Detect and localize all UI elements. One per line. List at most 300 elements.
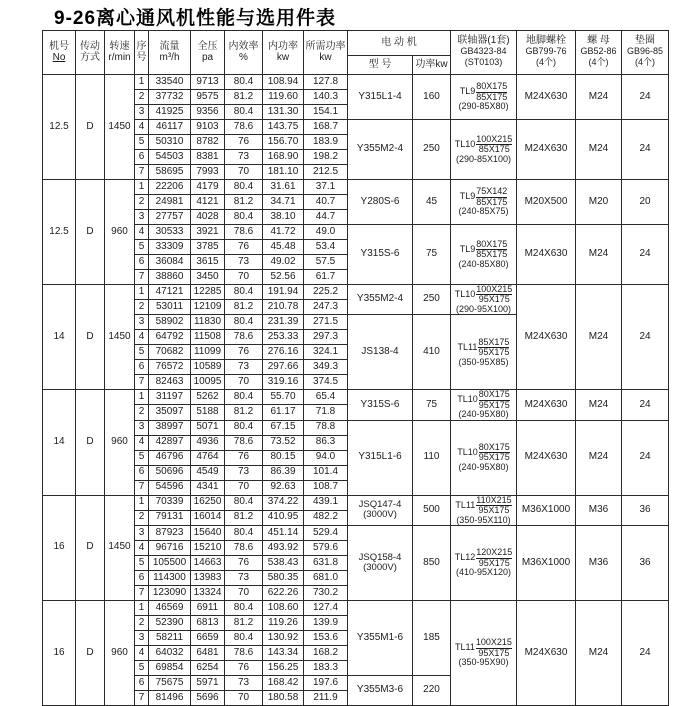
cell-flow: 96716: [149, 540, 191, 555]
cell-required-power: 168.7: [304, 120, 348, 135]
cell-flow: 35097: [149, 405, 191, 420]
cell-efficiency: 80.4: [225, 630, 263, 645]
cell-flow: 24981: [149, 195, 191, 210]
cell-required-power: 37.1: [304, 180, 348, 195]
cell-drive-type: D: [76, 600, 105, 705]
cell-pressure: 7993: [191, 165, 225, 180]
cell-required-power: 197.6: [304, 675, 348, 690]
cell-efficiency: 80.4: [225, 495, 263, 510]
table-row: [43, 75, 669, 90]
cell-flow: 46569: [149, 600, 191, 615]
cell-nut: M24: [576, 420, 622, 495]
cell-seq: 2: [135, 90, 149, 105]
cell-seq: 6: [135, 255, 149, 270]
cell-nut: M36: [576, 495, 622, 525]
cell-flow: 38860: [149, 270, 191, 285]
cell-flow: 70682: [149, 345, 191, 360]
cell-motor-model: Y355M2-4: [348, 120, 413, 180]
cell-pressure: 5262: [191, 390, 225, 405]
cell-efficiency: 70: [225, 585, 263, 600]
cell-efficiency: 81.2: [225, 405, 263, 420]
cell-efficiency: 78.6: [225, 645, 263, 660]
cell-internal-power: 191.94: [263, 285, 304, 300]
cell-speed: 960: [105, 390, 135, 495]
cell-motor-power: 75: [413, 225, 451, 285]
cell-seq: 1: [135, 75, 149, 90]
cell-flow: 47121: [149, 285, 191, 300]
cell-anchor-bolt: M24X630: [517, 225, 576, 285]
cell-internal-power: 156.70: [263, 135, 304, 150]
cell-motor-power: 220: [413, 675, 451, 705]
cell-internal-power: 55.70: [263, 390, 304, 405]
cell-flow: 87923: [149, 525, 191, 540]
cell-required-power: 271.5: [304, 315, 348, 330]
cell-drive-type: D: [76, 285, 105, 390]
fan-selection-table: [42, 30, 669, 706]
cell-seq: 7: [135, 165, 149, 180]
cell-required-power: 730.2: [304, 585, 348, 600]
cell-efficiency: 81.2: [225, 615, 263, 630]
cell-coupling: TL10 $\frac{80X175}{95X175}$ (240-95X80): [451, 390, 517, 420]
cell-nut: M24: [576, 120, 622, 180]
cell-speed: 1450: [105, 75, 135, 180]
cell-washer: 24: [622, 75, 669, 120]
cell-pressure: 9575: [191, 90, 225, 105]
cell-efficiency: 70: [225, 690, 263, 705]
cell-anchor-bolt: M36X1000: [517, 525, 576, 600]
cell-motor-model: Y315L1-4: [348, 75, 413, 120]
cell-efficiency: 81.2: [225, 300, 263, 315]
cell-internal-power: 181.10: [263, 165, 304, 180]
cell-coupling: TL12 $\frac{120X215}{95X175}$ (410-95X120): [451, 525, 517, 600]
cell-internal-power: 86.39: [263, 465, 304, 480]
cell-internal-power: 210.78: [263, 300, 304, 315]
cell-required-power: 139.9: [304, 615, 348, 630]
cell-motor-model: Y280S-6: [348, 180, 413, 225]
cell-efficiency: 81.2: [225, 510, 263, 525]
cell-internal-power: 493.92: [263, 540, 304, 555]
cell-required-power: 57.5: [304, 255, 348, 270]
cell-efficiency: 80.4: [225, 600, 263, 615]
cell-pressure: 5071: [191, 420, 225, 435]
cell-seq: 5: [135, 450, 149, 465]
cell-seq: 3: [135, 420, 149, 435]
cell-internal-power: 231.39: [263, 315, 304, 330]
cell-efficiency: 78.6: [225, 120, 263, 135]
cell-machine-no: 12.5: [43, 180, 76, 285]
col-motor-power: 功率kw: [413, 56, 451, 75]
cell-pressure: 3615: [191, 255, 225, 270]
cell-efficiency: 80.4: [225, 180, 263, 195]
cell-flow: 69854: [149, 660, 191, 675]
cell-flow: 36084: [149, 255, 191, 270]
cell-internal-power: 580.35: [263, 570, 304, 585]
cell-speed: 1450: [105, 495, 135, 600]
cell-pressure: 10095: [191, 375, 225, 390]
table-row: [43, 225, 669, 240]
cell-seq: 3: [135, 525, 149, 540]
cell-efficiency: 80.4: [225, 285, 263, 300]
table-row: [43, 420, 669, 435]
cell-motor-model: JSQ147-4 (3000V): [348, 495, 413, 525]
cell-seq: 6: [135, 360, 149, 375]
cell-pressure: 12109: [191, 300, 225, 315]
cell-seq: 1: [135, 600, 149, 615]
cell-nut: M24: [576, 285, 622, 390]
cell-efficiency: 81.2: [225, 90, 263, 105]
cell-efficiency: 81.2: [225, 195, 263, 210]
cell-pressure: 4936: [191, 435, 225, 450]
cell-washer: 24: [622, 285, 669, 390]
cell-motor-power: 500: [413, 495, 451, 525]
cell-internal-power: 168.90: [263, 150, 304, 165]
cell-internal-power: 119.60: [263, 90, 304, 105]
cell-flow: 123090: [149, 585, 191, 600]
cell-required-power: 225.2: [304, 285, 348, 300]
col-speed: 转速 r/min: [105, 31, 135, 75]
cell-efficiency: 76: [225, 450, 263, 465]
cell-seq: 5: [135, 660, 149, 675]
cell-nut: M24: [576, 225, 622, 285]
cell-flow: 58902: [149, 315, 191, 330]
cell-seq: 4: [135, 645, 149, 660]
cell-internal-power: 253.33: [263, 330, 304, 345]
cell-required-power: 153.6: [304, 630, 348, 645]
cell-motor-power: 250: [413, 285, 451, 315]
cell-flow: 105500: [149, 555, 191, 570]
cell-efficiency: 80.4: [225, 315, 263, 330]
cell-machine-no: 14: [43, 390, 76, 495]
cell-pressure: 6813: [191, 615, 225, 630]
cell-motor-model: Y315S-6: [348, 225, 413, 285]
cell-required-power: 53.4: [304, 240, 348, 255]
cell-seq: 1: [135, 285, 149, 300]
cell-internal-power: 374.22: [263, 495, 304, 510]
cell-efficiency: 78.6: [225, 435, 263, 450]
cell-flow: 64792: [149, 330, 191, 345]
cell-required-power: 247.3: [304, 300, 348, 315]
table-row: [43, 285, 669, 300]
cell-motor-model: JS138-4: [348, 315, 413, 390]
cell-required-power: 101.4: [304, 465, 348, 480]
cell-seq: 2: [135, 300, 149, 315]
cell-seq: 4: [135, 120, 149, 135]
cell-flow: 46796: [149, 450, 191, 465]
cell-motor-power: 110: [413, 420, 451, 495]
cell-nut: M36: [576, 525, 622, 600]
cell-efficiency: 76: [225, 240, 263, 255]
cell-efficiency: 73: [225, 255, 263, 270]
cell-internal-power: 80.15: [263, 450, 304, 465]
cell-efficiency: 73: [225, 150, 263, 165]
cell-internal-power: 119.26: [263, 615, 304, 630]
col-pressure: 全压 pa: [191, 31, 225, 75]
cell-motor-power: 75: [413, 390, 451, 420]
cell-flow: 82463: [149, 375, 191, 390]
cell-flow: 27757: [149, 210, 191, 225]
cell-machine-no: 16: [43, 600, 76, 705]
cell-required-power: 349.3: [304, 360, 348, 375]
cell-washer: 36: [622, 525, 669, 600]
cell-flow: 31197: [149, 390, 191, 405]
cell-seq: 5: [135, 345, 149, 360]
cell-pressure: 5971: [191, 675, 225, 690]
cell-seq: 1: [135, 180, 149, 195]
cell-pressure: 6254: [191, 660, 225, 675]
cell-seq: 7: [135, 270, 149, 285]
cell-flow: 30533: [149, 225, 191, 240]
cell-required-power: 71.8: [304, 405, 348, 420]
cell-efficiency: 78.6: [225, 225, 263, 240]
cell-seq: 6: [135, 675, 149, 690]
cell-flow: 33540: [149, 75, 191, 90]
col-required-power: 所需功率 kw: [304, 31, 348, 75]
cell-drive-type: D: [76, 180, 105, 285]
cell-flow: 37732: [149, 90, 191, 105]
cell-efficiency: 76: [225, 555, 263, 570]
cell-required-power: 681.0: [304, 570, 348, 585]
cell-internal-power: 67.15: [263, 420, 304, 435]
cell-flow: 50310: [149, 135, 191, 150]
cell-pressure: 5696: [191, 690, 225, 705]
col-motor-group: 电 动 机: [348, 31, 451, 56]
cell-seq: 4: [135, 225, 149, 240]
cell-internal-power: 49.02: [263, 255, 304, 270]
cell-coupling: TL10 $\frac{100X215}{95X175}$ (290-95X100): [451, 285, 517, 315]
cell-coupling: TL11 $\frac{100X215}{95X175}$ (350-95X90): [451, 600, 517, 705]
cell-required-power: 183.9: [304, 135, 348, 150]
cell-pressure: 6481: [191, 645, 225, 660]
cell-flow: 54596: [149, 480, 191, 495]
cell-efficiency: 80.4: [225, 390, 263, 405]
cell-coupling: TL9 $\frac{80X175}{85X175}$ (290-85X80): [451, 75, 517, 120]
col-nut: 螺 母 GB52-86 (4个): [576, 31, 622, 75]
cell-motor-power: 185: [413, 600, 451, 675]
cell-pressure: 5188: [191, 405, 225, 420]
cell-efficiency: 73: [225, 465, 263, 480]
cell-required-power: 212.5: [304, 165, 348, 180]
cell-required-power: 579.6: [304, 540, 348, 555]
cell-efficiency: 80.4: [225, 525, 263, 540]
cell-seq: 6: [135, 150, 149, 165]
cell-efficiency: 73: [225, 675, 263, 690]
cell-flow: 53011: [149, 300, 191, 315]
cell-washer: 24: [622, 120, 669, 180]
cell-required-power: 211.9: [304, 690, 348, 705]
cell-flow: 33309: [149, 240, 191, 255]
cell-pressure: 4179: [191, 180, 225, 195]
cell-flow: 22206: [149, 180, 191, 195]
cell-pressure: 3450: [191, 270, 225, 285]
cell-efficiency: 76: [225, 135, 263, 150]
cell-washer: 20: [622, 180, 669, 225]
cell-speed: 1450: [105, 285, 135, 390]
cell-pressure: 16014: [191, 510, 225, 525]
cell-seq: 2: [135, 615, 149, 630]
cell-flow: 58695: [149, 165, 191, 180]
cell-pressure: 4341: [191, 480, 225, 495]
cell-washer: 24: [622, 225, 669, 285]
cell-internal-power: 38.10: [263, 210, 304, 225]
col-efficiency: 内效率 %: [225, 31, 263, 75]
cell-motor-model: Y355M2-4: [348, 285, 413, 315]
cell-required-power: 44.7: [304, 210, 348, 225]
cell-washer: 36: [622, 495, 669, 525]
cell-washer: 24: [622, 600, 669, 705]
cell-seq: 6: [135, 570, 149, 585]
cell-flow: 41925: [149, 105, 191, 120]
col-anchor-bolt: 地脚螺栓 GB799-76 (4个): [517, 31, 576, 75]
cell-flow: 58211: [149, 630, 191, 645]
cell-internal-power: 41.72: [263, 225, 304, 240]
cell-seq: 3: [135, 210, 149, 225]
cell-anchor-bolt: M24X630: [517, 600, 576, 705]
cell-required-power: 49.0: [304, 225, 348, 240]
cell-internal-power: 319.16: [263, 375, 304, 390]
cell-required-power: 78.8: [304, 420, 348, 435]
cell-anchor-bolt: M24X630: [517, 75, 576, 120]
cell-machine-no: 16: [43, 495, 76, 600]
cell-coupling: TL9 $\frac{75X142}{85X175}$ (240-85X75): [451, 180, 517, 225]
cell-efficiency: 80.4: [225, 210, 263, 225]
cell-seq: 6: [135, 465, 149, 480]
cell-required-power: 324.1: [304, 345, 348, 360]
cell-motor-power: 160: [413, 75, 451, 120]
cell-pressure: 4121: [191, 195, 225, 210]
cell-required-power: 127.8: [304, 75, 348, 90]
cell-motor-power: 45: [413, 180, 451, 225]
col-motor-model: 型 号: [348, 56, 413, 75]
cell-internal-power: 131.30: [263, 105, 304, 120]
cell-motor-model: Y355M3-6: [348, 675, 413, 705]
cell-pressure: 11830: [191, 315, 225, 330]
cell-required-power: 86.3: [304, 435, 348, 450]
cell-internal-power: 168.42: [263, 675, 304, 690]
cell-efficiency: 70: [225, 375, 263, 390]
cell-seq: 7: [135, 585, 149, 600]
table-row: [43, 600, 669, 615]
cell-internal-power: 451.14: [263, 525, 304, 540]
col-coupling: 联轴器(1套) GB4323-84 (ST0103): [451, 31, 517, 75]
cell-internal-power: 180.58: [263, 690, 304, 705]
cell-required-power: 127.4: [304, 600, 348, 615]
cell-flow: 64032: [149, 645, 191, 660]
page-title: 9-26离心通风机性能与选用件表: [54, 8, 337, 29]
cell-seq: 1: [135, 495, 149, 510]
col-seq: 序 号: [135, 31, 149, 75]
cell-internal-power: 73.52: [263, 435, 304, 450]
cell-machine-no: 14: [43, 285, 76, 390]
col-washer: 垫圈 GB96-85 (4个): [622, 31, 669, 75]
cell-efficiency: 78.6: [225, 540, 263, 555]
cell-required-power: 168.2: [304, 645, 348, 660]
cell-efficiency: 76: [225, 660, 263, 675]
cell-pressure: 14663: [191, 555, 225, 570]
cell-efficiency: 70: [225, 165, 263, 180]
cell-seq: 3: [135, 315, 149, 330]
cell-flow: 50696: [149, 465, 191, 480]
cell-anchor-bolt: M24X630: [517, 420, 576, 495]
cell-seq: 7: [135, 690, 149, 705]
cell-flow: 54503: [149, 150, 191, 165]
cell-efficiency: 70: [225, 480, 263, 495]
cell-washer: 24: [622, 390, 669, 420]
table-row: [43, 390, 669, 405]
cell-required-power: 65.4: [304, 390, 348, 405]
cell-efficiency: 80.4: [225, 75, 263, 90]
cell-anchor-bolt: M24X630: [517, 120, 576, 180]
cell-anchor-bolt: M20X500: [517, 180, 576, 225]
cell-speed: 960: [105, 180, 135, 285]
cell-internal-power: 297.66: [263, 360, 304, 375]
cell-seq: 4: [135, 330, 149, 345]
cell-internal-power: 622.26: [263, 585, 304, 600]
cell-seq: 3: [135, 630, 149, 645]
cell-motor-power: 410: [413, 315, 451, 390]
cell-seq: 3: [135, 105, 149, 120]
cell-internal-power: 52.56: [263, 270, 304, 285]
cell-pressure: 11099: [191, 345, 225, 360]
cell-flow: 76572: [149, 360, 191, 375]
cell-seq: 4: [135, 540, 149, 555]
cell-seq: 4: [135, 435, 149, 450]
cell-flow: 79131: [149, 510, 191, 525]
cell-drive-type: D: [76, 495, 105, 600]
cell-machine-no: 12.5: [43, 75, 76, 180]
cell-pressure: 15640: [191, 525, 225, 540]
cell-flow: 42897: [149, 435, 191, 450]
cell-seq: 2: [135, 195, 149, 210]
cell-flow: 70339: [149, 495, 191, 510]
cell-required-power: 154.1: [304, 105, 348, 120]
cell-internal-power: 108.94: [263, 75, 304, 90]
cell-speed: 960: [105, 600, 135, 705]
cell-coupling: TL11 $\frac{110X215}{95X175}$ (350-95X110): [451, 495, 517, 525]
cell-seq: 2: [135, 510, 149, 525]
cell-internal-power: 130.92: [263, 630, 304, 645]
cell-efficiency: 78.6: [225, 330, 263, 345]
cell-motor-power: 850: [413, 525, 451, 600]
cell-pressure: 12285: [191, 285, 225, 300]
cell-internal-power: 31.61: [263, 180, 304, 195]
cell-required-power: 40.7: [304, 195, 348, 210]
cell-pressure: 16250: [191, 495, 225, 510]
cell-pressure: 13983: [191, 570, 225, 585]
cell-pressure: 3785: [191, 240, 225, 255]
cell-internal-power: 45.48: [263, 240, 304, 255]
cell-internal-power: 92.63: [263, 480, 304, 495]
cell-efficiency: 70: [225, 270, 263, 285]
cell-pressure: 3921: [191, 225, 225, 240]
cell-coupling: TL11 $\frac{85X175}{95X175}$ (350-95X85): [451, 315, 517, 390]
cell-efficiency: 76: [225, 345, 263, 360]
cell-seq: 7: [135, 480, 149, 495]
cell-pressure: 4028: [191, 210, 225, 225]
cell-motor-model: Y315L1-6: [348, 420, 413, 495]
cell-coupling: TL9 $\frac{80X175}{85X175}$ (240-85X80): [451, 225, 517, 285]
cell-efficiency: 80.4: [225, 105, 263, 120]
cell-motor-power: 250: [413, 120, 451, 180]
cell-pressure: 9713: [191, 75, 225, 90]
table-row: [43, 525, 669, 540]
cell-seq: 5: [135, 135, 149, 150]
cell-pressure: 9356: [191, 105, 225, 120]
col-drive-type: 传动 方式: [76, 31, 105, 75]
cell-pressure: 4764: [191, 450, 225, 465]
cell-anchor-bolt: M36X1000: [517, 495, 576, 525]
cell-nut: M24: [576, 390, 622, 420]
cell-required-power: 482.2: [304, 510, 348, 525]
